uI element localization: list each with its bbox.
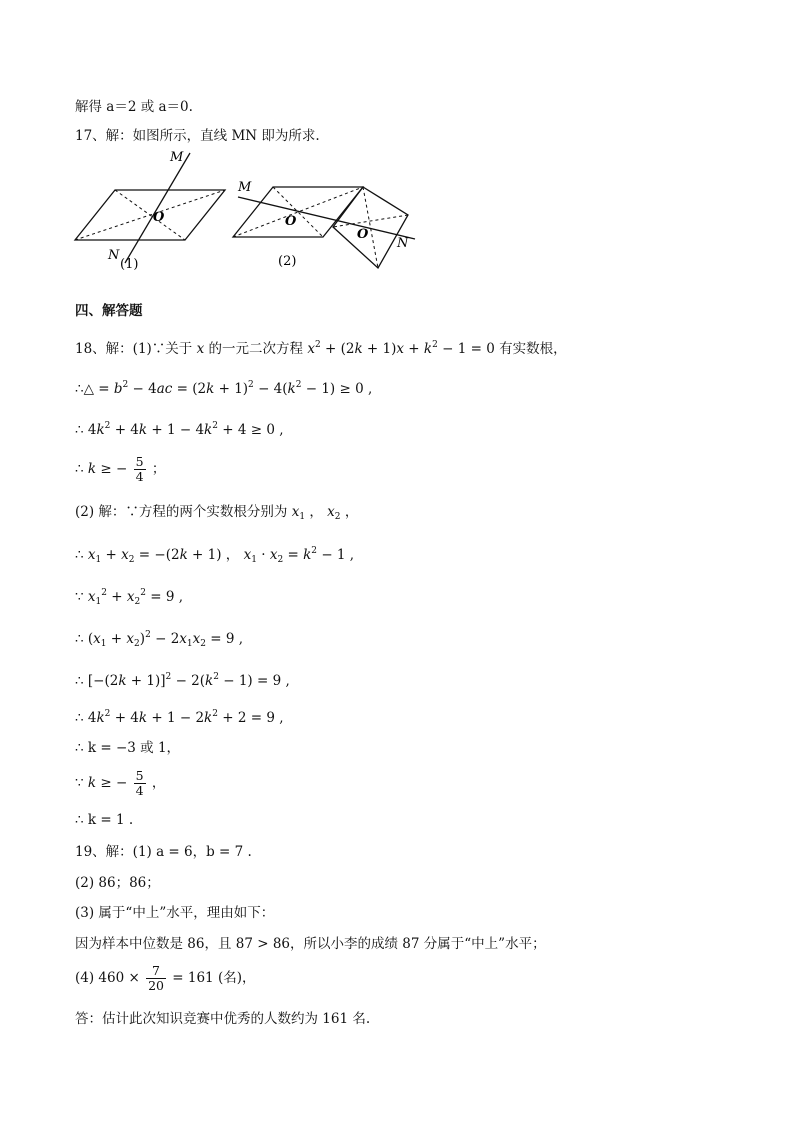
q18-substitute: ∴ $[-(2k + 1)]^2 - 2(k^2 - 1) = 9$ ,	[75, 672, 290, 689]
q17-answer: 17、解：如图所示，直线 MN 即为所求.	[75, 128, 320, 144]
line-mn-1	[125, 153, 190, 263]
figure-1	[75, 153, 225, 263]
q19-part3: (3) 属于“中上”水平，理由如下：	[75, 905, 275, 921]
parallelogram-2b	[333, 187, 408, 268]
label-m-1: M	[170, 150, 184, 165]
q18-part2-text: (2) 解：∵方程的两个实数根分别为	[75, 504, 288, 520]
q18-k-final: ∴ k = 1 .	[75, 812, 134, 828]
q19-part4-prefix: (4)	[75, 970, 95, 986]
q19-part4: (4) 460 × $\frac{7}{20}$ = 161 (名)，	[75, 963, 256, 993]
diagonal-1b	[115, 190, 185, 240]
caption-2: (2)	[278, 254, 297, 269]
label-n-2: N	[397, 236, 409, 251]
q18-line-1: 18、解：(1)∵关于 x 的一元二次方程 $x^2 + (2k + 1)x + k^2 - 1 = 0$ 有实数根，	[75, 340, 567, 357]
q18-intro: 18、解：(1)∵关于	[75, 341, 193, 357]
q18-given-sum-squares: ∵ $x_1^2 + x_2^2 = 9$ ,	[75, 588, 184, 607]
q18-line-expand: ∴ $4k^2 + 4k + 1 - 4k^2 + 4 \ge 0$ ,	[75, 421, 284, 438]
q19-part3-reason: 因为样本中位数是 86，且 87 > 86，所以小李的成绩 87 分属于“中上”水平；	[75, 936, 546, 952]
label-n-1: N	[108, 248, 120, 263]
q18-vieta: ∴ $x_1 + x_2 = -(2k + 1)$ ， $x_1 \cdot x_2 = k^2 - 1$ ,	[75, 546, 355, 565]
diagonal-2b	[273, 187, 323, 237]
q19-part2: (2) 86；86；	[75, 875, 160, 891]
q18-identity: ∴ $(x_1 + x_2)^2 - 2x_1x_2 = 9$ ,	[75, 630, 244, 649]
q19-part4-suffix: (名)，	[217, 970, 256, 986]
q18-intro-tail: 有实数根，	[499, 341, 567, 357]
q19-answer: 答：估计此次知识竞赛中优秀的人数约为 161 名.	[75, 1011, 371, 1027]
q18-k-condition: ∵ k ≥ − $\frac{5}{4}$ ，	[75, 768, 166, 798]
q18-line-discriminant: ∴△ = $b^2 - 4ac = (2k + 1)^2 - 4(k^2 - 1) \ge 0$ ,	[75, 380, 373, 397]
label-o-1: O	[153, 210, 165, 225]
q18-line-k-range: ∴ k ≥ − $\frac{5}{4}$ ；	[75, 454, 166, 484]
line-solve-a: 解得 a＝2 或 a＝0.	[75, 99, 193, 115]
label-o-2a: O	[285, 214, 297, 229]
label-o-2b: O	[357, 227, 369, 242]
caption-1: (1)	[120, 257, 139, 272]
section-heading: 四、解答题	[75, 303, 143, 319]
q18-k-cases: ∴ k = −3 或 1，	[75, 740, 181, 756]
q19-part1: 19、解：(1) a = 6，b = 7 .	[75, 844, 252, 860]
q18-part2-intro: (2) 解：∵方程的两个实数根分别为 $x_1$ ， $x_2$ ，	[75, 504, 359, 522]
label-m-2: M	[238, 180, 252, 195]
figure-2	[233, 187, 415, 268]
q18-simplify: ∴ $4k^2 + 4k + 1 - 2k^2 + 2 = 9$ ,	[75, 709, 284, 726]
geometry-figure	[60, 145, 440, 275]
